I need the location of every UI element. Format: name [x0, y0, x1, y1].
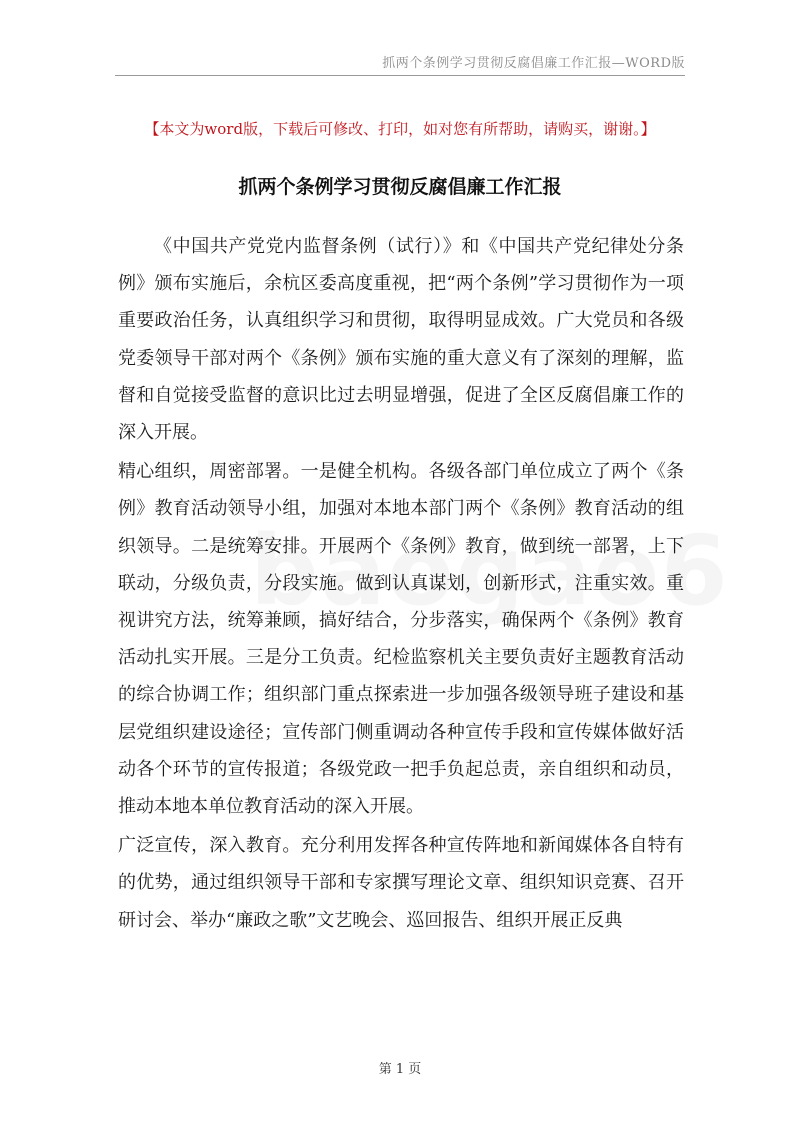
paragraph-intro: 《中国共产党党内监督条例（试行）》和《中国共产党纪律处分条例》颁布实施后，余杭区委高度重视，把“两个条例”学习贯彻作为一项重要政治任务，认真组织学习和贯彻，取得明显成效。广大党员和各级党委领导干部对两个《条例》颁布实施的重大意义有了深刻的理解，监督和自觉接受监督的意识比过去明显增强，促进了全区反腐倡廉工作的深入开展。: [118, 236, 684, 444]
download-notice: 【本文为word版，下载后可修改、打印，如对您有所帮助，请购买，谢谢。】: [144, 120, 656, 138]
running-header: 抓两个条例学习贯彻反腐倡廉工作汇报—WORD版: [382, 56, 685, 71]
paragraph-publicity: 广泛宣传，深入教育。充分利用发挥各种宣传阵地和新闻媒体各自特有的优势，通过组织领导干部和专家撰写理论文章、组织知识竞赛、召开研讨会、举办“廉政之歌”文艺晚会、巡回报告、组织开展正反典: [118, 835, 684, 931]
page-number: 第 1 页: [378, 1062, 422, 1077]
paragraph-organization: 精心组织，周密部署。一是健全机构。各级各部门单位成立了两个《条例》教育活动领导小组，加强对本地本部门两个《条例》教育活动的组织领导。二是统筹安排。开展两个《条例》教育，做到统一部署，上下联动，分级负责，分段实施。做到认真谋划，创新形式，注重实效。重视讲究方法，统筹兼顾，搞好结合，分步落实，确保两个《条例》教育活动扎实开展。三是分工负责。纪检监察机关主要负责好主题教育活动的综合协调工作；组织部门重点探索进一步加强各级领导班子建设和基层党组织建设途径；宣传部门侧重调动各种宣传手段和宣传媒体做好活动各个环节的宣传报道；各级党政一把手负起总责，亲自组织和动员，推动本地本单位教育活动的深入开展。: [118, 461, 684, 818]
document-title: 抓两个条例学习贯彻反腐倡廉工作汇报: [238, 176, 562, 198]
document-body: [118, 228, 684, 941]
header-divider: [115, 75, 685, 76]
